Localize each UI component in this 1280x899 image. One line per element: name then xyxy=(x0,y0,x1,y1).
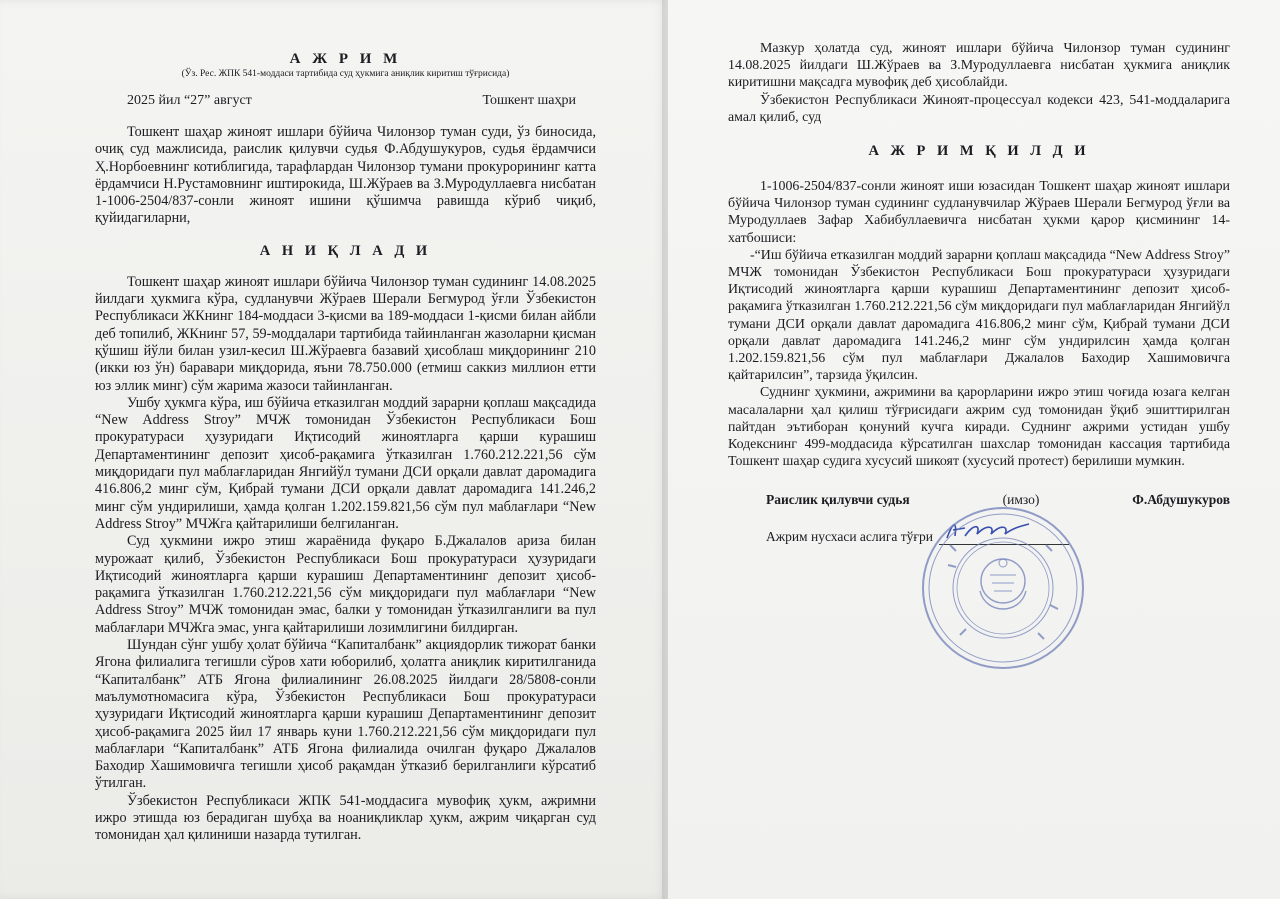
paragraph: Мазкур ҳолатда суд, жиноят ишлари бўйича Чилонзор туман судининг 14.08.2025 йилдаги Ш.Жўраев ва З.Муродуллаевга нисбатан ҳукмига аниқлик киритишни мақсадга мувофиқ деб ҳисоблайди. xyxy=(728,41,1230,91)
document-date: 2025 йил “27” август xyxy=(127,93,252,108)
quoted-paragraph: -“Иш бўйича етказилган моддий зарарни қоплаш мақсадида “New Address Stroy” МЧЖ томонидан Ўзбекистон Республикаси Бош прокуратураси ҳузуридаги Иқтисодий жиноятларга қарши курашиш Департаментининг депозит ҳисоб-рақамига ўтказилган 1.760.212.221,56 сўм миқдоридаги пул маблағларидан Янгийўл тумани ДСИ орқали давлат даромадига 416.806,2 минг сўм, Қибрай тумани ДСИ орқали давлат даромадига 141.246,2 минг сўм ундирилсин ҳамда қолган 1.202.159.821,56 сўм пул маблағлари Джалалов Баходир Хашимовичга қайтарилсин”, тарзида ўқилсин. xyxy=(728,247,1230,384)
paragraph: Шундан сўнг ушбу ҳолат бўйича “Капиталбанк” акциядорлик тижорат банки Ягона филиалига тегишли сўров хати юборилиб, ҳолатга аниқлик киритилганида “Капиталбанк” АТБ Ягона филиалининг 26.08.2025 йилдаги 28/5808-сонли маълумотномасига кўра, Ўзбекистон Республикаси Бош прокуратураси ҳузуридаги Иқтисодий жиноятларга қарши курашиш Департаментининг депозит ҳисоб-рақамига 2025 йил 17 январь куни 1.760.212.221,56 сўм миқдоридаги пул маблағлари “Капиталбанк” АТБ Ягона филиалида очилган фуқаро Джалалов Баходир Хашимовичга тегишли ҳисоб рақамдан ўтказиб берилганлиги кўрсатиб ўтилган. xyxy=(95,637,596,792)
document-subtitle: (Ўз. Рес. ЖПК 541-моддаси тартибида суд ҳукмига аниқлик киритиш тўғрисида) xyxy=(181,69,510,79)
section-heading-findings: А Н И Қ Л А Д И xyxy=(259,242,432,259)
signature-label: (имзо) xyxy=(1002,492,1040,508)
paragraph: Тошкент шаҳар жиноят ишлари бўйича Чилонзор туман судининг 14.08.2025 йилдаги ҳукмига кўра, судланувчи Жўраев Шерали Бегмурод ўғли Ўзбекистон Республикаси ЖКнинг 184-моддаси 3-қисми ва 189-моддаси 1-қисми билан айбли деб топилиб, ЖКнинг 57, 59-моддалари тартибида тайинланган жазоларни қисман қўшиш йўли билан узил-кесил Ш.Жўраевга базавий ҳисоблаш миқдорининг 210 (икки юз ўн) баравари миқдорида, яъни 78.750.000 (етмиш саккиз миллион етти юз эллик минг) сўм жарима жазоси тайинланган. xyxy=(95,273,596,394)
paragraph: Ўзбекистон Республикаси ЖПК 541-моддасига мувофиқ ҳукм, ажримни ижро этишда юз берадиган шубҳа ва ноаниқликлар ҳукм, ажрим чиқарган суд томонидан ҳал қилиниши назарда тутилган. xyxy=(95,792,596,844)
date-line xyxy=(127,92,596,110)
intro-paragraph: Тошкент шаҳар жиноят ишлари бўйича Чилонзор туман суди, ўз биносида, очиқ суд мажлисида, раислик қилувчи судья Ф.Абдушукуров, судья ёрдамчиси Ҳ.Норбоевнинг котиблигида, тарафлардан Чилонзор тумани прокурорининг катта ёрдамчиси Н.Рустамовнинг иштирокида, Ш.Жўраев ва З.Муродуллаевга нисбатан 1-1006-2504/837-сонли жиноят ишини қўшимча равишда кўриб чиқиб, қуйидагиларни, xyxy=(95,124,596,227)
judge-label: Раислик қилувчи судья xyxy=(766,492,910,508)
judge-name: Ф.Абдушукуров xyxy=(1132,492,1230,508)
document-title: А Ж Р И М xyxy=(289,51,402,67)
decision-paragraph: 1-1006-2504/837-сонли жиноят иши юзасидан Тошкент шаҳар жиноят ишлари бўйича Чилонзор туман судининг судланувчилар Жўраев Шерали Бегмурод ўғли ва Муродуллаев Зафар Хабибуллаевичга нисбатан ҳукми қарор қисмининг 14-хатбошиси: xyxy=(728,179,1230,246)
final-paragraph: Суднинг ҳукмини, ажримини ва қарорларини ижро этиш чоғида юзага келган масалаларни ҳал қилиш тўғрисидаги ажрим суд томонидан ўқиб эшиттирилган пайтдан эътиборан қонуний кучга киради. Суднинг ажрими устидан ушбу Кодекснинг 499-моддасида кўрсатилган шахслар томонидан кассация тартибида Тошкент шаҳар судига хусусий шикоят (хусусий протест) берилиши мумкин. xyxy=(728,385,1230,470)
paragraph: Ушбу ҳукмга кўра, иш бўйича етказилган моддий зарарни қоплаш мақсадида “New Address Stroy” МЧЖ томонидан Ўзбекистон Республикаси Бош прокуратураси ҳузуридаги Иқтисодий жиноятларга қарши курашиш Департаментининг депозит ҳисоб-рақамига ўтказилган 1.760.212.221,56 сўм миқдоридаги пул маблағларидан Янгийўл тумани ДСИ орқали давлат даромадига 416.806,2 минг сўм, Қибрай тумани ДСИ орқали давлат даромадига 141.246,2 минг сўм ундирилиши, ҳамда қолган 1.202.159.821,56 сўм пул маблағлари “New Address Stroy” МЧЖга қайтарилиши белгиланган. xyxy=(95,394,596,532)
document-city: Тошкент шаҳри xyxy=(482,93,576,108)
paragraph: Ўзбекистон Республикаси Жиноят-процессуал кодекси 423, 541-моддаларига амал қилиб, суд xyxy=(728,92,1230,125)
section-heading-ruling: А Ж Р И М Қ И Л Д И xyxy=(868,143,1090,160)
right-page xyxy=(668,0,1280,899)
court-seal-icon xyxy=(920,505,1086,671)
certify-label: Ажрим нусхаси аслига тўғри xyxy=(766,529,933,545)
paragraph: Суд ҳукмини ижро этиш жараёнида фуқаро Б.Джалалов ариза билан мурожаат қилиб, Ўзбекистон Республикаси Бош прокуратураси ҳузуридаги Иқтисодий жиноятларга қарши курашиш Департаментининг депозит ҳисоб-рақамига ўтказилган 1.760.212.221,56 сўм миқдоридаги пул маблағлари “New Address Stroy” МЧЖ томонидан эмас, балки у томонидан ўтказилганлиги ва пул маблағлари МЧЖга эмас, унга қайтарилиши лозимлигини билдирган. xyxy=(95,533,596,636)
